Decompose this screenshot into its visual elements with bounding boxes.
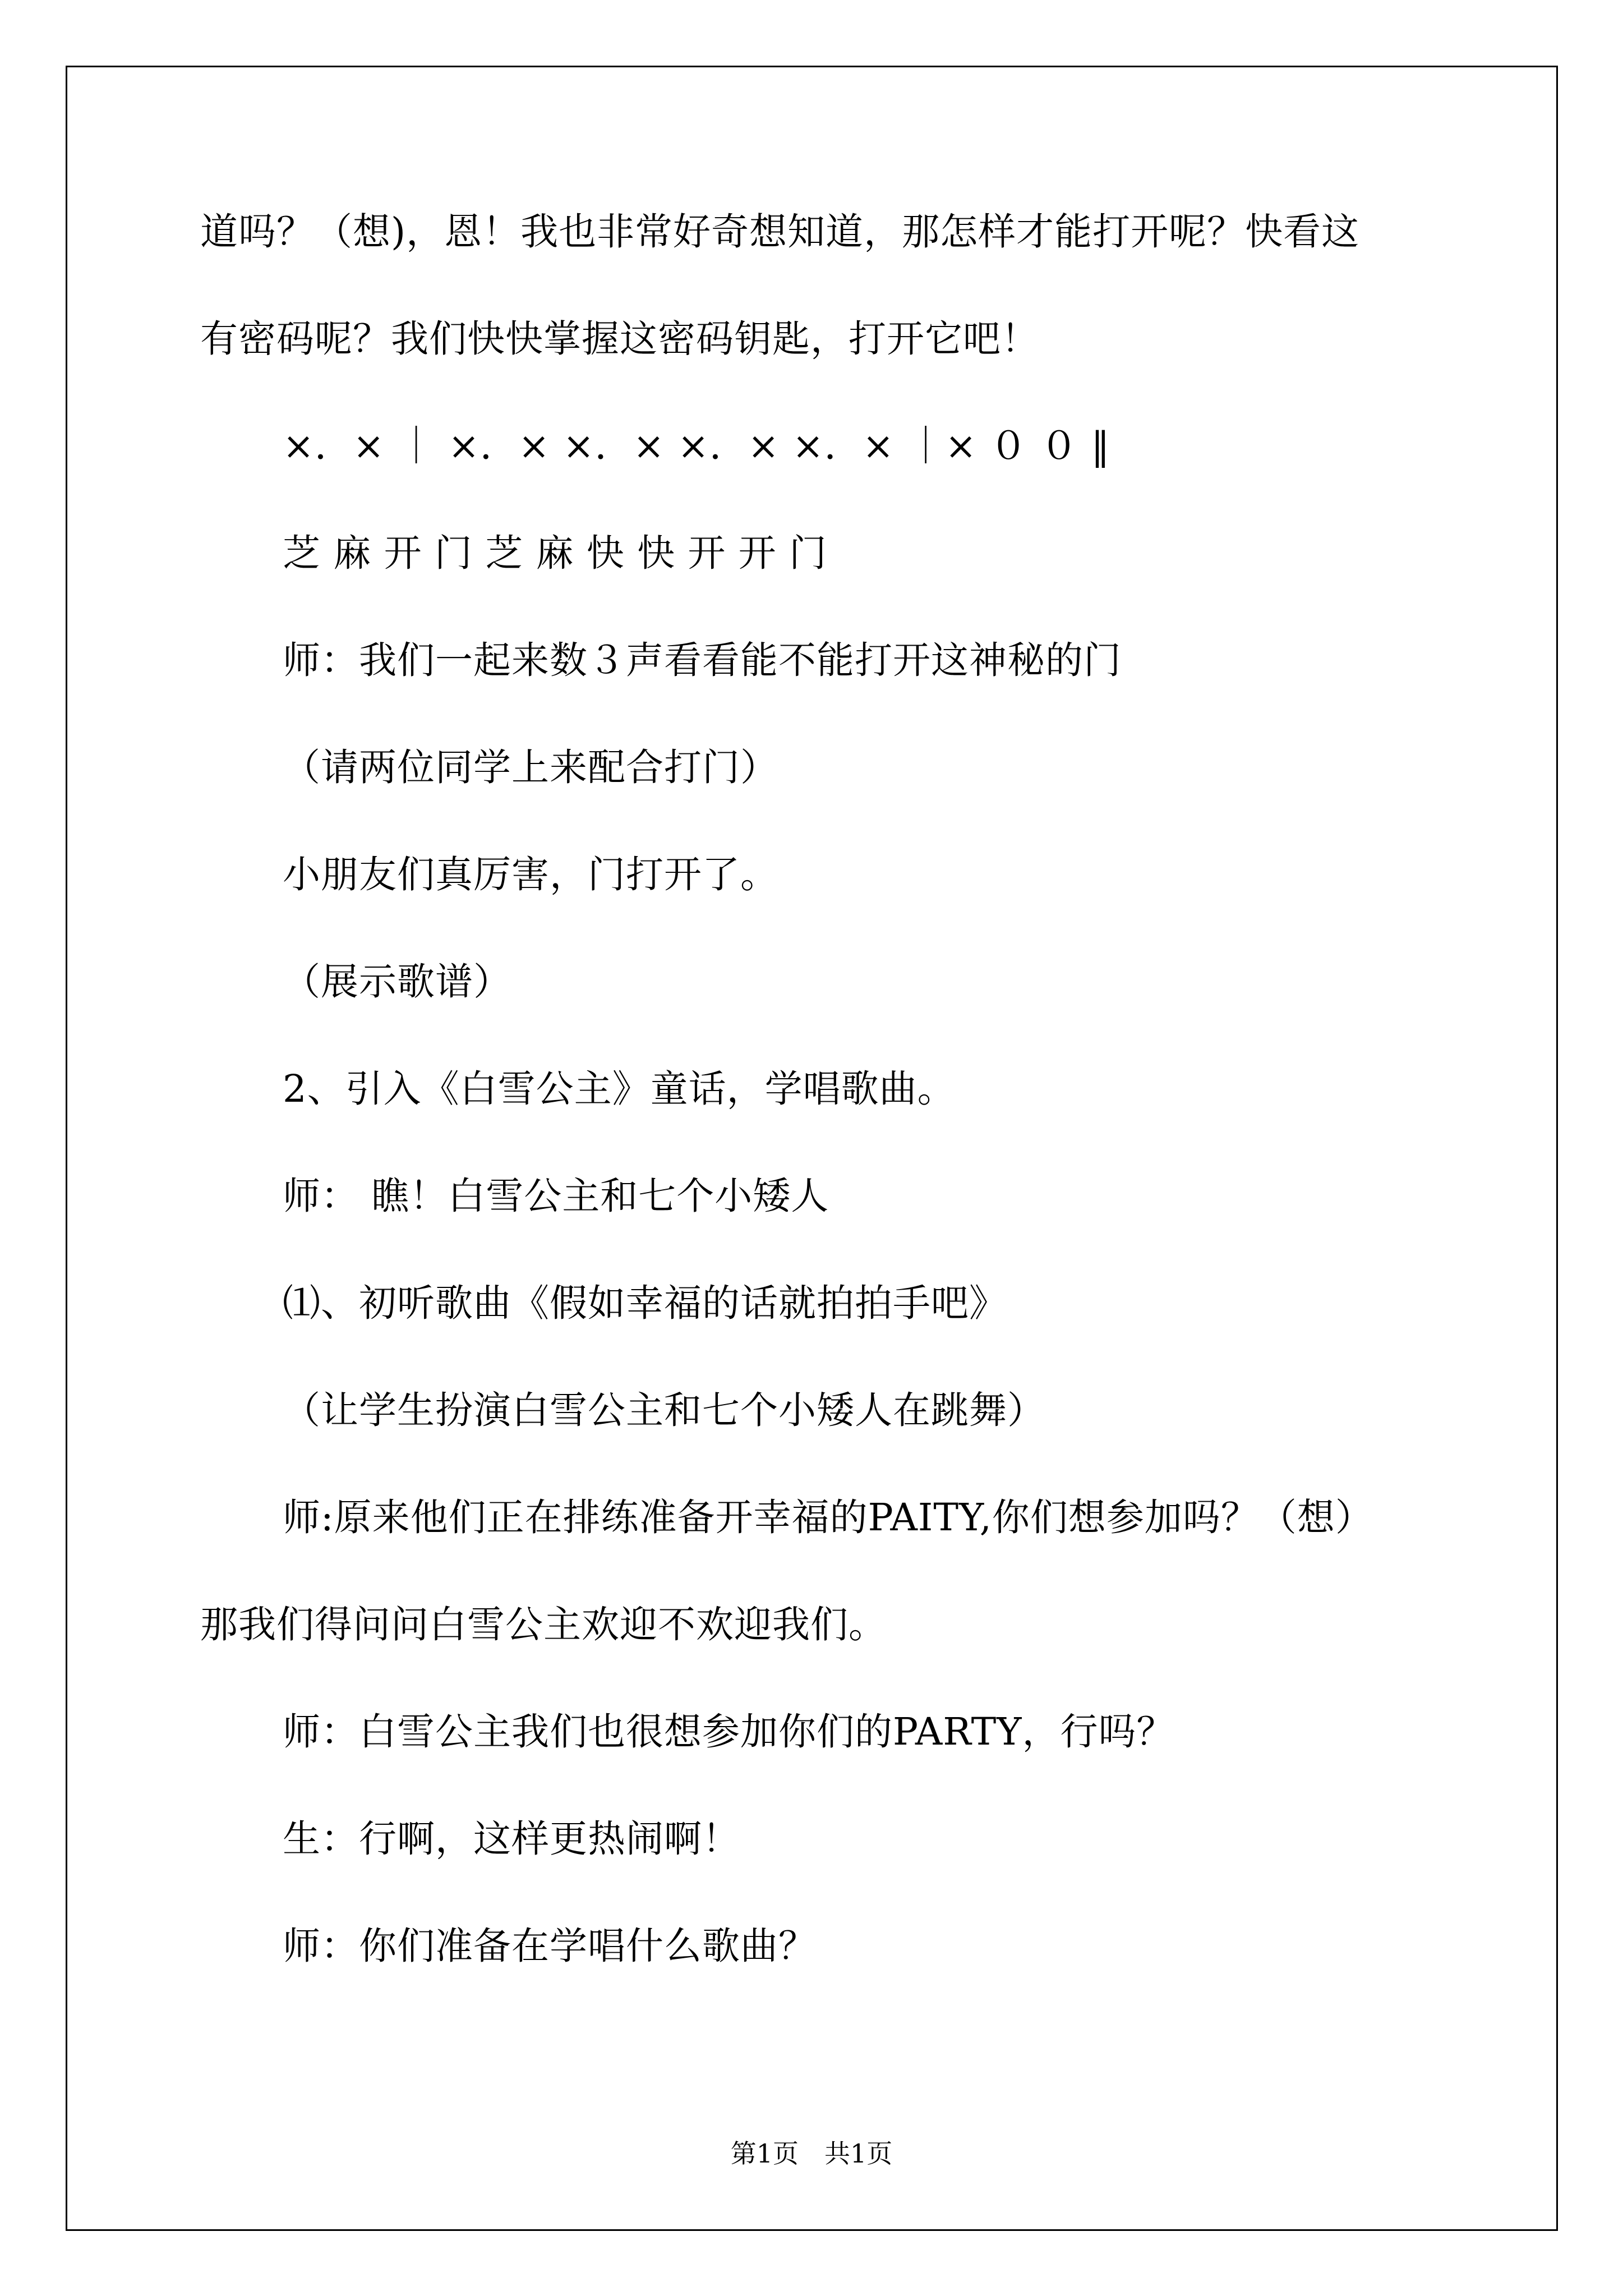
- paragraph: （让学生扮演白雪公主和七个小矮人在跳舞）: [283, 1388, 1045, 1432]
- section-heading: 2、引入《白雪公主》童话，学唱歌曲。: [283, 1067, 956, 1111]
- paragraph: 师： 瞧！白雪公主和七个小矮人: [283, 1174, 829, 1218]
- sub-step-heading: ⑴、初听歌曲《假如幸福的话就拍拍手吧》: [283, 1281, 1007, 1325]
- paragraph: （展示歌谱）: [283, 960, 511, 1004]
- paragraph: 生：行啊，这样更热闹啊！: [283, 1817, 740, 1861]
- paragraph: 道吗？（想)，恩！我也非常好奇想知道，那怎样才能打开呢？快看这: [200, 210, 1360, 254]
- page-footer: 第1页 共1页: [730, 2138, 893, 2169]
- paragraph: 师：我们一起来数３声看看能不能打开这神秘的门: [283, 638, 1122, 682]
- paragraph: 师：你们准备在学唱什么歌曲？: [283, 1924, 817, 1968]
- document-body: [200, 210, 1434, 2035]
- paragraph: 有密码呢？我们快快掌握这密码钥匙，打开它吧！: [200, 317, 1039, 361]
- paragraph: 师：白雪公主我们也很想参加你们的PARTY，行吗？: [283, 1710, 1175, 1754]
- rhythm-notation-line: ×．× ｜ ×．× ×．× ×．× ×．× ｜× ０ ０ ‖: [283, 424, 1110, 468]
- paragraph: 师:原来他们正在排练准备开幸福的PAITY,你们想参加吗？（想）: [283, 1496, 1373, 1539]
- paragraph: 那我们得问问白雪公主欢迎不欢迎我们。: [200, 1603, 887, 1646]
- paragraph: 小朋友们真厉害，门打开了。: [283, 853, 778, 896]
- paragraph: （请两位同学上来配合打门）: [283, 746, 778, 789]
- lyrics-line: 芝 麻 开 门 芝 麻 快 快 开 开 门: [283, 531, 827, 575]
